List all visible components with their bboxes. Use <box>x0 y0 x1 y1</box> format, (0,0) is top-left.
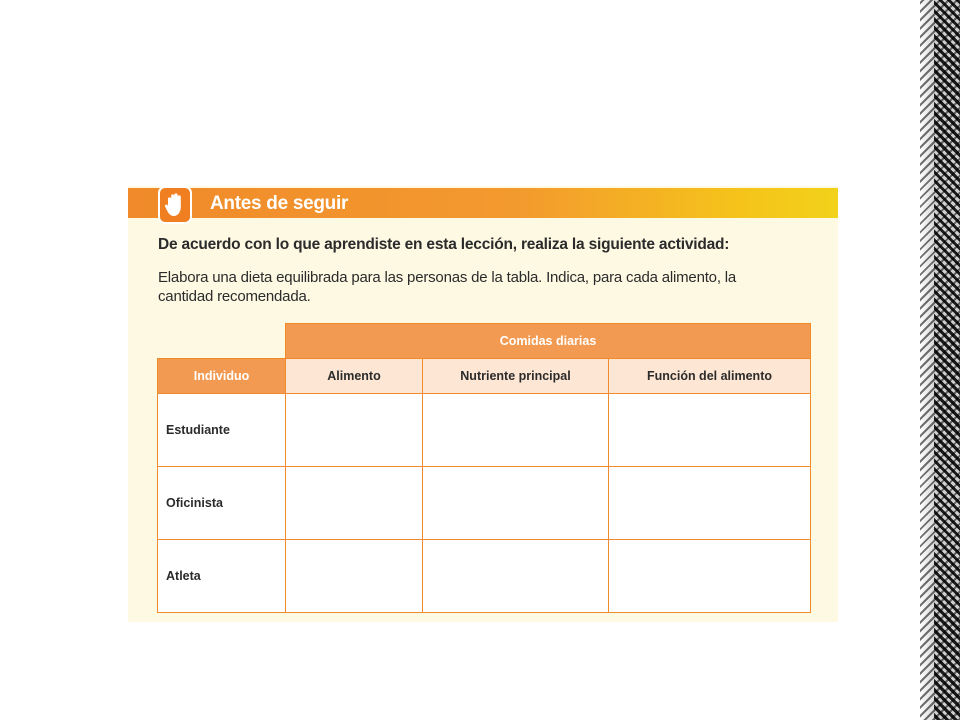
instruction-text <box>158 268 798 306</box>
col-header-funcion: Función del alimento <box>609 359 811 394</box>
cell-atleta-alimento[interactable] <box>286 540 423 613</box>
cell-estudiante-nutriente[interactable] <box>423 394 609 467</box>
row-label-estudiante: Estudiante <box>158 394 286 467</box>
activity-card <box>128 186 838 622</box>
header-bar <box>128 188 838 218</box>
table-corner-blank <box>158 324 286 359</box>
table-row <box>158 467 811 540</box>
hand-stop-icon <box>158 186 192 224</box>
diet-table <box>157 323 811 613</box>
cell-atleta-nutriente[interactable] <box>423 540 609 613</box>
table-row <box>158 540 811 613</box>
cell-atleta-funcion[interactable] <box>609 540 811 613</box>
cell-oficinista-alimento[interactable] <box>286 467 423 540</box>
col-header-nutriente: Nutriente principal <box>423 359 609 394</box>
cell-oficinista-nutriente[interactable] <box>423 467 609 540</box>
col-header-alimento: Alimento <box>286 359 423 394</box>
instruction-line-2: cantidad recomendada. <box>158 288 311 305</box>
table-group-header-row <box>158 324 811 359</box>
col-header-individuo: Individuo <box>158 359 286 394</box>
row-label-oficinista: Oficinista <box>158 467 286 540</box>
group-header-comidas: Comidas diarias <box>286 324 811 359</box>
decorative-border-strip <box>920 0 960 720</box>
table-header-row <box>158 359 811 394</box>
cell-estudiante-alimento[interactable] <box>286 394 423 467</box>
section-title: Antes de seguir <box>210 193 349 214</box>
table-row <box>158 394 811 467</box>
instruction-line-1: Elabora una dieta equilibrada para las personas de la tabla. Indica, para cada alimento, la <box>158 269 737 286</box>
instruction-heading: De acuerdo con lo que aprendiste en esta lección, realiza la siguiente actividad: <box>158 236 730 253</box>
cell-estudiante-funcion[interactable] <box>609 394 811 467</box>
cell-oficinista-funcion[interactable] <box>609 467 811 540</box>
row-label-atleta: Atleta <box>158 540 286 613</box>
